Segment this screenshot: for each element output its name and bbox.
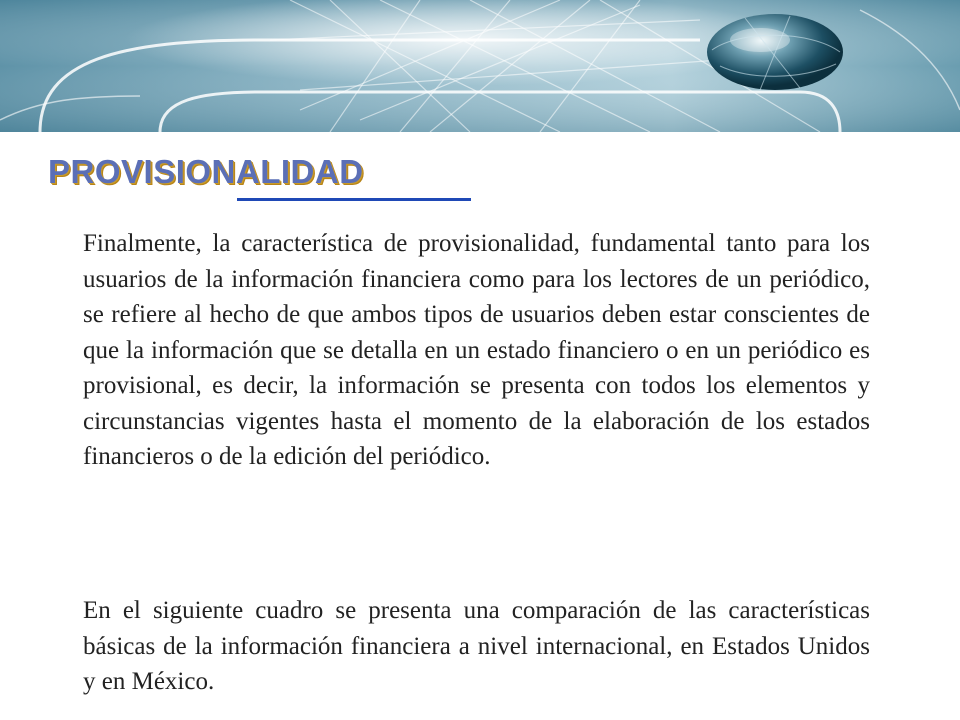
abstract-banner-graphic: [0, 0, 960, 132]
header-banner: [0, 0, 960, 132]
body-paragraph: En el siguiente cuadro se presenta una comparación de las características básicas de la información financiera a nivel internacional, en Estados Unidos y en México.: [83, 597, 870, 695]
title-underline: [237, 198, 471, 201]
body-paragraph: Finalmente, la característica de provisionalidad, fundamental tanto para los usuarios de la información financiera como para los lectores de un periódico, se refiere al hecho de que ambos tipos de usuarios deben estar conscientes de que la información que se detalla en un estado financiero o en un periódico es provisional, es decir, la información se presenta con todos los elementos y circunstancias vigentes hasta el momento de la elaboración de los estados financieros o de la edición del periódico.: [83, 230, 870, 470]
slide-title: PROVISIONALIDAD: [48, 153, 364, 190]
